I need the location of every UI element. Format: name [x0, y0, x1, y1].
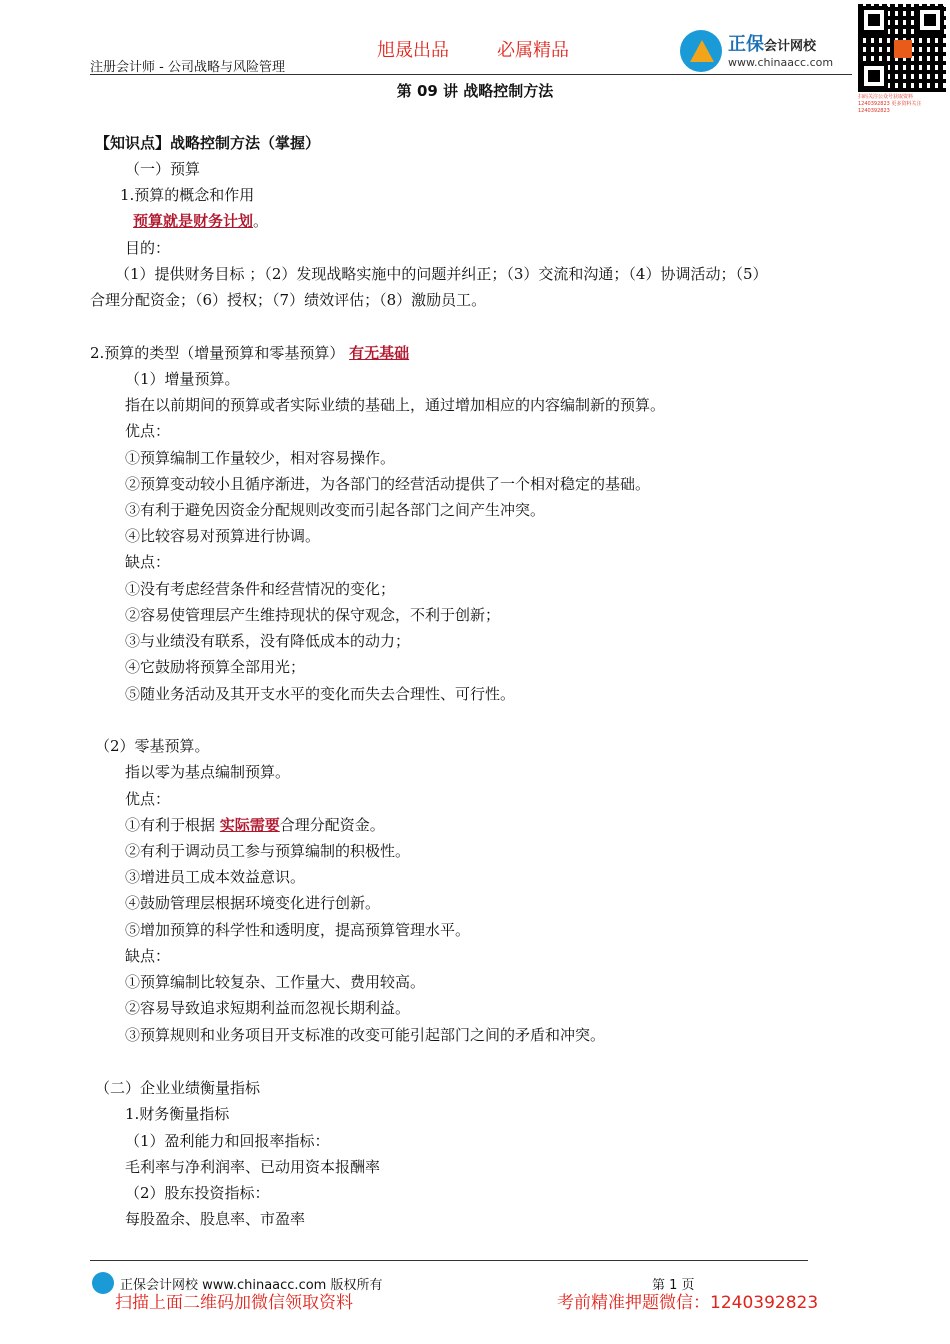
text-span: （1）盈利能力和回报率指标： [125, 1132, 330, 1150]
text-span: （2）零基预算。 [95, 737, 210, 755]
text-line [125, 631, 410, 651]
text-span: ③有利于避免因资金分配规则改变而引起各部门之间产生冲突。 [125, 501, 546, 519]
text-line [125, 815, 385, 835]
text-line [125, 1104, 229, 1124]
text-span: 缺点： [125, 947, 171, 965]
chinaacc-logo [680, 28, 860, 74]
highlight-text: 预算就是财务计划 [133, 212, 254, 230]
text-line [90, 290, 486, 310]
text-span: 合理分配资金；（6）授权；（7）绩效评估；（8）激励员工。 [90, 291, 487, 309]
text-line [125, 789, 170, 809]
text-span: ③与业绩没有联系，没有降低成本的动力； [125, 632, 411, 650]
text-span: 【知识点】战略控制方法（掌握） [95, 134, 321, 152]
text-span: ④比较容易对预算进行协调。 [125, 527, 321, 545]
text-span: ④鼓励管理层根据环境变化进行创新。 [125, 894, 381, 912]
text-span: 缺点： [125, 553, 171, 571]
logo-url: www.chinaacc.com [728, 56, 834, 69]
text-span: ①有利于根据 [125, 816, 220, 834]
text-line [125, 421, 170, 441]
text-span: （2）股东投资指标： [125, 1184, 270, 1202]
text-line [115, 264, 768, 284]
text-line [125, 946, 170, 966]
text-span: 优点： [125, 422, 171, 440]
text-span: 1.财务衡量指标 [125, 1105, 230, 1123]
footer-logo-icon [92, 1272, 114, 1294]
text-line [125, 448, 395, 468]
text-line [125, 841, 410, 861]
page-number: 第 1 页 [652, 1278, 695, 1293]
text-line [125, 159, 200, 179]
text-line [125, 552, 170, 572]
text-line [125, 579, 395, 599]
text-span: 合理分配资金。 [279, 816, 385, 834]
text-span: 优点： [125, 790, 171, 808]
text-span: 指以零为基点编制预算。 [125, 763, 291, 781]
text-line [90, 343, 409, 363]
footer-copyright: 正保会计网校 www.chinaacc.com 版权所有 [120, 1278, 383, 1293]
text-span: ②容易使管理层产生维持现状的保守观念，不利于创新； [125, 606, 501, 624]
text-line [125, 867, 305, 887]
text-line [120, 185, 254, 205]
promo-right: 考前精准押题微信：1240392823 [557, 1293, 819, 1313]
logo-name: 正保会计网校 [728, 34, 817, 55]
text-span: ④它鼓励将预算全部用光； [125, 658, 306, 676]
text-span: ③预算规则和业务项目开支标准的改变可能引起部门之间的矛盾和冲突。 [125, 1026, 606, 1044]
text-line [125, 395, 665, 415]
logo-emblem-icon [680, 30, 722, 72]
text-line [125, 1025, 605, 1045]
highlight-text: 实际需要 [219, 816, 280, 834]
text-line [125, 369, 240, 389]
text-span: 1.预算的概念和作用 [120, 186, 255, 204]
text-line [125, 657, 305, 677]
text-line [125, 684, 515, 704]
highlight-text: 有无基础 [349, 344, 410, 362]
text-span: ①预算编制工作量较少，相对容易操作。 [125, 449, 396, 467]
text-span: ①没有考虑经营条件和经营情况的变化； [125, 580, 396, 598]
text-line [125, 605, 500, 625]
text-line [125, 1183, 270, 1203]
text-line [125, 998, 410, 1018]
footer-divider [90, 1260, 808, 1261]
text-span: 。 [253, 212, 269, 230]
text-line [95, 1078, 260, 1098]
text-line [125, 893, 380, 913]
text-line [95, 736, 210, 756]
text-span: ⑤随业务活动及其开支水平的变化而失去合理性、可行性。 [125, 685, 516, 703]
text-line [95, 133, 320, 153]
qr-caption: 扫码关注公众号获取资料 1240392823 更多资料关注 1240392823 [858, 94, 922, 114]
text-line [125, 1209, 305, 1229]
text-line [125, 1131, 330, 1151]
text-line [125, 500, 545, 520]
qr-code-icon [858, 4, 946, 92]
text-span: 2.预算的类型（增量预算和零基预算） [90, 344, 350, 362]
text-span: （1）增量预算。 [125, 370, 240, 388]
logo-sub: 会计网校 [764, 39, 817, 54]
text-line [125, 972, 425, 992]
slogan-left: 旭晟出品 [377, 40, 449, 61]
course-title: 注册会计师 - 公司战略与风险管理 [90, 60, 285, 75]
text-span: ③增进员工成本效益意识。 [125, 868, 306, 886]
text-span: ②有利于调动员工参与预算编制的积极性。 [125, 842, 411, 860]
text-span: ⑤增加预算的科学性和透明度，提高预算管理水平。 [125, 921, 471, 939]
promo-left: 扫描上面二维码加微信领取资料 [115, 1293, 353, 1313]
text-line [133, 211, 268, 231]
text-span: ②容易导致追求短期利益而忽视长期利益。 [125, 999, 411, 1017]
text-span: 目的： [125, 239, 171, 257]
text-span: 指在以前期间的预算或者实际业绩的基础上，通过增加相应的内容编制新的预算。 [125, 396, 666, 414]
header-divider [90, 74, 852, 75]
text-line [125, 1157, 380, 1177]
text-span: ②预算变动较小且循序渐进，为各部门的经营活动提供了一个相对稳定的基础。 [125, 475, 651, 493]
text-span: 毛利率与净利润率、已动用资本报酬率 [125, 1158, 381, 1176]
text-span: 每股盈余、股息率、市盈率 [125, 1210, 306, 1228]
slogan-right: 必属精品 [497, 40, 569, 61]
lecture-title: 第 09 讲 战略控制方法 [396, 82, 554, 100]
text-span: ①预算编制比较复杂、工作量大、费用较高。 [125, 973, 426, 991]
text-span: （1）提供财务目标 ；（2）发现战略实施中的问题并纠正；（3）交流和沟通；（4）协调活动；（5） [115, 265, 768, 283]
text-line [125, 920, 470, 940]
text-line [125, 762, 290, 782]
text-span: （二）企业业绩衡量指标 [95, 1079, 261, 1097]
text-line [125, 526, 320, 546]
text-line [125, 238, 170, 258]
text-span: （一）预算 [125, 160, 201, 178]
text-line [125, 474, 650, 494]
